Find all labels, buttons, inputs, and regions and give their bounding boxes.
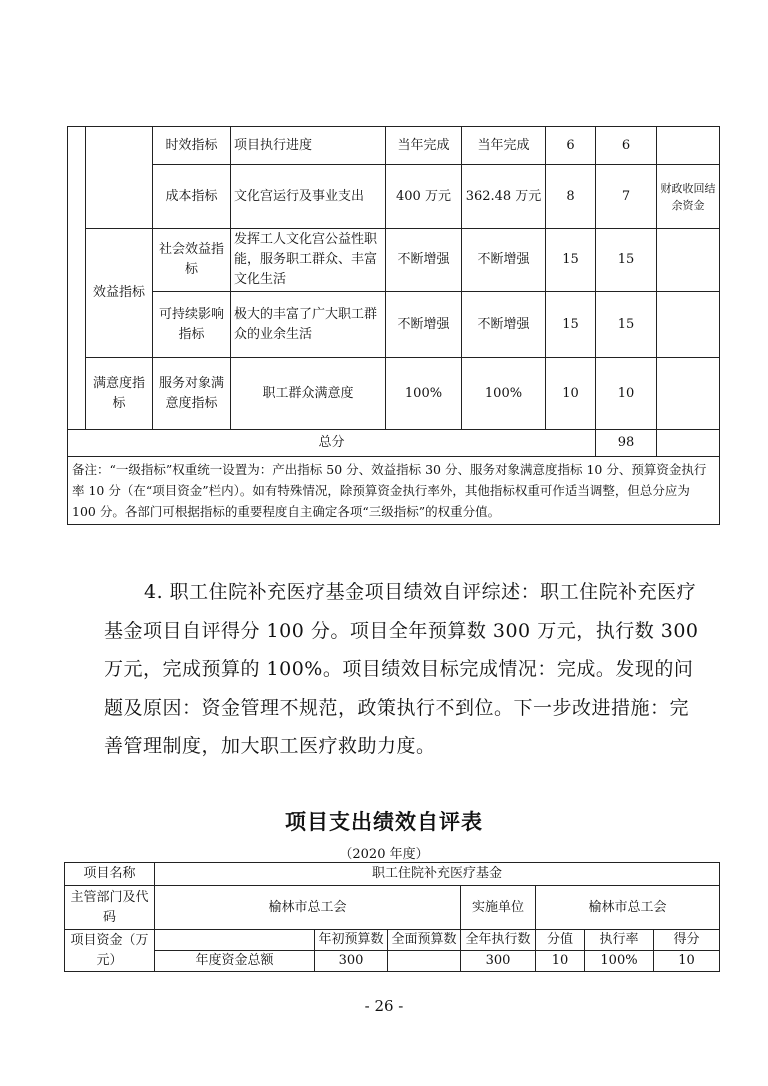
target-value: 不断增强 xyxy=(386,229,462,292)
sub-indicator: 服务对象满意度指标 xyxy=(153,358,231,430)
section-paragraph xyxy=(104,573,704,766)
cell-value: 10 xyxy=(536,951,585,972)
sub-indicator: 时效指标 xyxy=(153,127,231,165)
column-header: 年初预算数 xyxy=(315,930,388,951)
target-value: 不断增强 xyxy=(386,292,462,358)
sub-indicator: 可持续影响指标 xyxy=(153,292,231,358)
funds-label: 项目资金（万元） xyxy=(65,930,155,972)
indicator-content: 项目执行进度 xyxy=(231,127,386,165)
table-note: 备注：“一级指标”权重统一设置为：产出指标 50 分、效益指标 30 分、服务对象满意度指标 10 分、预算资金执行率 10 分（在“项目资金”栏内）。如有特殊情况，除预算资金执行率外，其他指标权重可作适当调整，但总分应为 100 分。各部门可根据指标的重要程度自主确定各项“三级指标”的权重分值。 xyxy=(68,457,720,525)
actual-value: 100% xyxy=(462,358,546,430)
indicator-content: 发挥工人文化宫公益性职能，服务职工群众、丰富文化生活 xyxy=(231,229,386,292)
cell-value: 300 xyxy=(315,951,388,972)
dept-label: 主管部门及代码 xyxy=(65,886,155,930)
column-header: 全年执行数 xyxy=(461,930,536,951)
total-row xyxy=(68,430,720,457)
page-number: - 26 - xyxy=(364,997,404,1015)
project-name: 职工住院补充医疗基金 xyxy=(155,863,720,886)
table-row xyxy=(65,951,720,972)
score-value: 6 xyxy=(596,127,657,165)
table-row xyxy=(68,127,720,165)
table-row xyxy=(68,292,720,358)
category-cell xyxy=(86,127,153,229)
cell-value xyxy=(388,951,461,972)
weight-value: 6 xyxy=(546,127,596,165)
cell-value: 300 xyxy=(461,951,536,972)
weight-value: 10 xyxy=(546,358,596,430)
score-value: 15 xyxy=(596,292,657,358)
table-row xyxy=(68,165,720,229)
sub-indicator: 社会效益指标 xyxy=(153,229,231,292)
score-value: 10 xyxy=(596,358,657,430)
weight-value: 15 xyxy=(546,292,596,358)
cell-value: 10 xyxy=(654,951,720,972)
table-year: （2020 年度） xyxy=(339,847,429,862)
row-label: 年度资金总额 xyxy=(155,951,315,972)
cell-value: 100% xyxy=(585,951,654,972)
category-cell: 效益指标 xyxy=(86,229,153,358)
impl-value: 榆林市总工会 xyxy=(536,886,720,930)
target-value: 100% xyxy=(386,358,462,430)
note-row xyxy=(68,457,720,525)
actual-value: 362.48 万元 xyxy=(462,165,546,229)
table-row xyxy=(65,863,720,886)
project-expenditure-table xyxy=(64,862,720,972)
actual-value: 不断增强 xyxy=(462,292,546,358)
total-label: 总分 xyxy=(68,430,596,457)
remark-cell xyxy=(657,292,720,358)
remark-cell: 财政收回结余资金 xyxy=(657,165,720,229)
sub-indicator: 成本指标 xyxy=(153,165,231,229)
actual-value: 不断增强 xyxy=(462,229,546,292)
score-value: 15 xyxy=(596,229,657,292)
remark-cell xyxy=(657,430,720,457)
project-name-label: 项目名称 xyxy=(65,863,155,886)
category-cell: 满意度指标 xyxy=(86,358,153,430)
table-row xyxy=(68,229,720,292)
remark-cell xyxy=(657,127,720,165)
target-value: 400 万元 xyxy=(386,165,462,229)
table-header-row xyxy=(65,930,720,951)
outer-category-cell xyxy=(68,127,86,430)
weight-value: 8 xyxy=(546,165,596,229)
indicator-content: 文化宫运行及事业支出 xyxy=(231,165,386,229)
total-value: 98 xyxy=(596,430,657,457)
header-spacer xyxy=(155,930,315,951)
target-value: 当年完成 xyxy=(386,127,462,165)
table-row xyxy=(65,886,720,930)
performance-indicator-table xyxy=(67,126,720,525)
remark-cell xyxy=(657,229,720,292)
column-header: 执行率 xyxy=(585,930,654,951)
remark-cell xyxy=(657,358,720,430)
score-value: 7 xyxy=(596,165,657,229)
column-header: 全面预算数 xyxy=(388,930,461,951)
indicator-content: 职工群众满意度 xyxy=(231,358,386,430)
indicator-content: 极大的丰富了广大职工群众的业余生活 xyxy=(231,292,386,358)
table-title: 项目支出绩效自评表 xyxy=(285,809,483,834)
table-row xyxy=(68,358,720,430)
column-header: 得分 xyxy=(654,930,720,951)
column-header: 分值 xyxy=(536,930,585,951)
paragraph-text: 4. 职工住院补充医疗基金项目绩效自评综述：职工住院补充医疗基金项目自评得分 100 分。项目全年预算数 300 万元，执行数 300 万元，完成预算的 100%。项目绩效目标完成情况：完成。发现的问题及原因：资金管理不规范，政策执行不到位。下一步改进措施：完善管理制度，加大职工医疗救助力度。 xyxy=(104,581,699,757)
dept-value: 榆林市总工会 xyxy=(155,886,461,930)
actual-value: 当年完成 xyxy=(462,127,546,165)
impl-label: 实施单位 xyxy=(461,886,536,930)
weight-value: 15 xyxy=(546,229,596,292)
